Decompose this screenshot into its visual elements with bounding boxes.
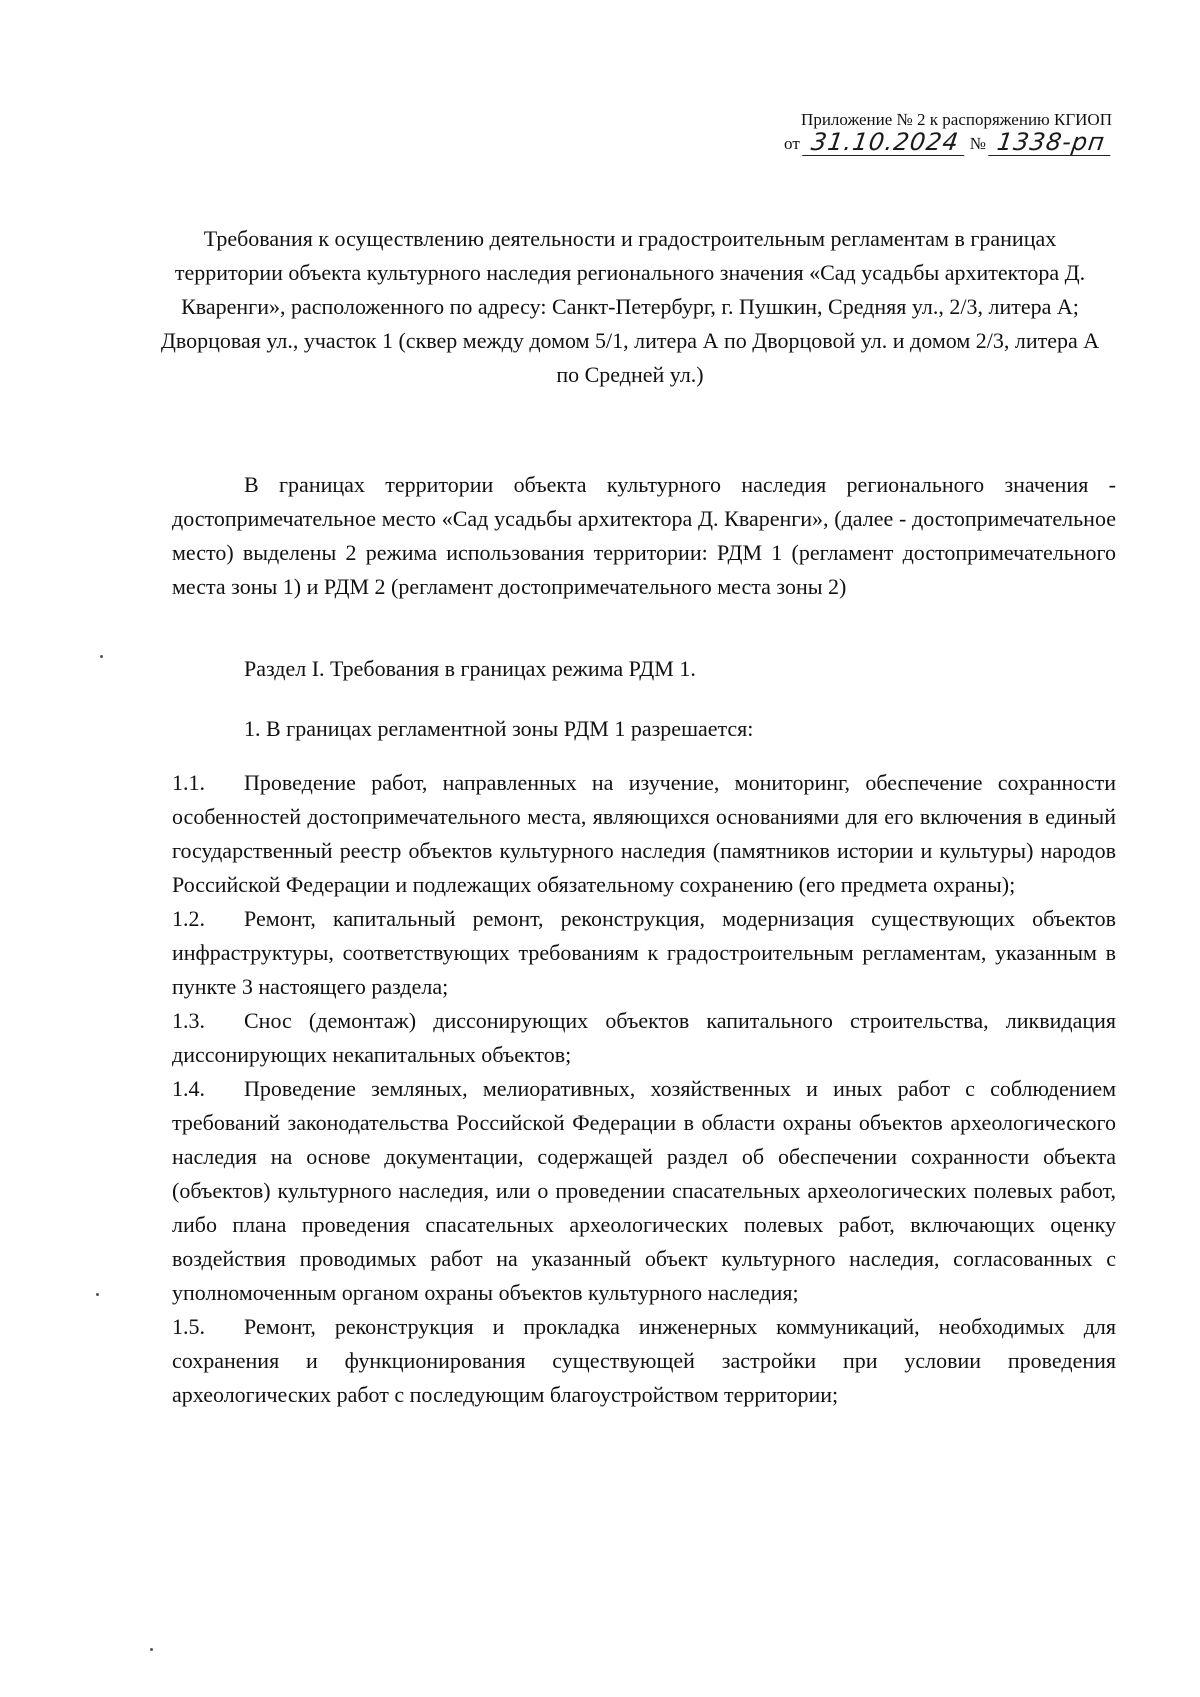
appendix-date-number-line	[672, 130, 1112, 156]
appendix-header	[672, 108, 1112, 156]
item-text: Проведение земляных, мелиоративных, хозяйственных и иных работ с соблюдением требований законодательства Российской Федерации в области охраны объектов археологического наследия на основе документации, содержащей раздел об обеспечении сохранности объекта (объектов) культурного наследия, или о проведении спасательных археологических полевых работ, либо плана проведения спасательных археологических полевых работ, включающих оценку воздействия проводимых работ на указанный объект культурного наследия, согласованных с уполномоченным органом охраны объектов культурного наследия;	[172, 1076, 1116, 1305]
item-number: 1.2.	[172, 906, 205, 931]
item-number: 1.4.	[172, 1076, 205, 1101]
subsection-heading: 1. В границах регламентной зоны РДМ 1 разрешается:	[244, 716, 754, 741]
item-number: 1.3.	[172, 1008, 205, 1033]
scan-speck	[100, 655, 103, 658]
handwritten-number: 1338-рп	[988, 130, 1114, 156]
document-title: Требования к осуществлению деятельности и градостроительным регламентам в границах территории объекта культурного наследия регионального значения «Сад усадьбы архитектора Д. Кваренги», расположенного по адресу: Санкт-Петербург, г. Пушкин, Средняя ул., 2/3, литера А; Дворцовая ул., участок 1 (сквер между домом 5/1, литера А по Дворцовой ул. и домом 2/3, литера А по Средней ул.)	[160, 226, 1100, 387]
item-text: Снос (демонтаж) диссонирующих объектов капитального строительства, ликвидация диссонирующих некапитальных объектов;	[172, 1008, 1116, 1067]
section-heading: Раздел I. Требования в границах режима РДМ 1.	[244, 656, 696, 681]
list-item	[172, 766, 1116, 902]
item-number: 1.5.	[172, 1314, 205, 1339]
item-number: 1.1.	[172, 770, 205, 795]
date-prefix: от	[784, 134, 800, 153]
list-item	[172, 902, 1116, 1004]
handwritten-date: 31.10.2024	[802, 130, 968, 156]
appendix-reference: Приложение № 2 к распоряжению КГИОП	[801, 110, 1112, 129]
intro-paragraph: В границах территории объекта культурного наследия регионального значения - достопримечательное место «Сад усадьбы архитектора Д. Кваренги», (далее - достопримечательное место) выделены 2 режима использования территории: РДМ 1 (регламент достопримечательного места зоны 1) и РДМ 2 (регламент достопримечательного места зоны 2)	[172, 472, 1116, 599]
item-text: Ремонт, капитальный ремонт, реконструкция, модернизация существующих объектов инфраструктуры, соответствующих требованиям к градостроительным регламентам, указанным в пункте 3 настоящего раздела;	[172, 906, 1116, 999]
item-text: Проведение работ, направленных на изучение, мониторинг, обеспечение сохранности особенностей достопримечательного места, являющихся основаниями для его включения в единый государственный реестр объектов культурного наследия (памятников истории и культуры) народов Российской Федерации и подлежащих обязательному сохранению (его предмета охраны);	[172, 770, 1116, 897]
items-list	[172, 766, 1116, 1412]
list-item	[172, 1072, 1116, 1310]
list-item	[172, 1004, 1116, 1072]
scan-speck	[150, 1648, 153, 1651]
scan-speck	[96, 1293, 99, 1296]
number-prefix: №	[969, 134, 986, 153]
item-text: Ремонт, реконструкция и прокладка инженерных коммуникаций, необходимых для сохранения и функционирования существующей застройки при условии проведения археологических работ с последующим благоустройством территории;	[172, 1314, 1116, 1407]
list-item	[172, 1310, 1116, 1412]
